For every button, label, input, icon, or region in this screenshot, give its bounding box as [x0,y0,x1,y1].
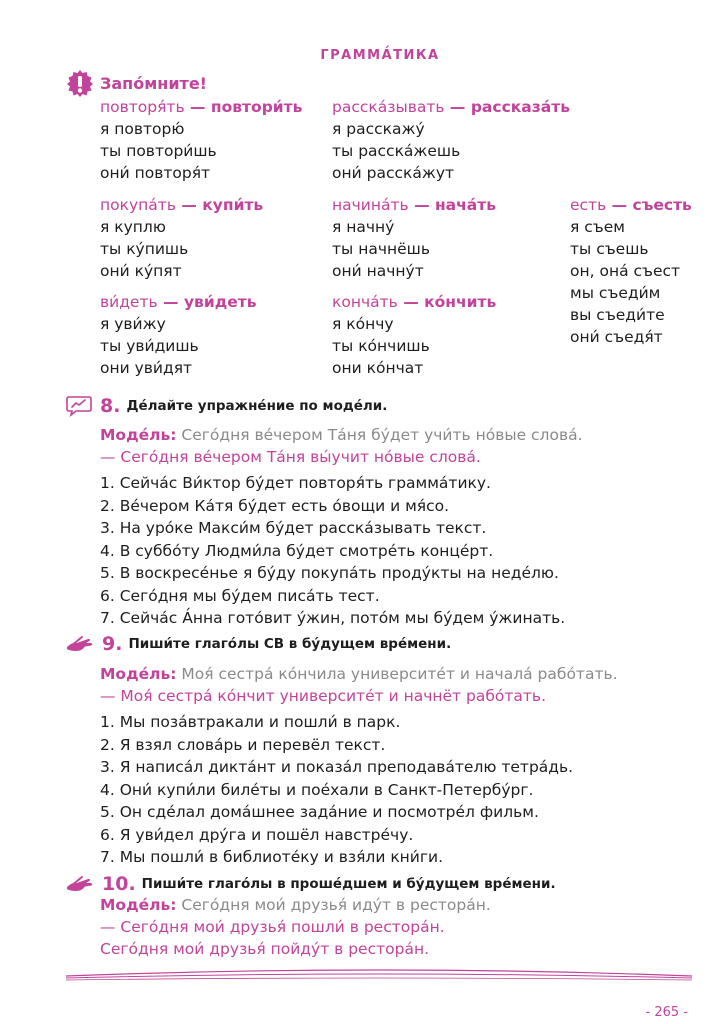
verb-block [100,194,263,282]
verb-pair [100,194,263,216]
list-item: 6. Сего́дня мы бу́дем писа́ть тест. [100,586,380,605]
model-answer: — Сего́дня ве́чером Та́ня вы́учит но́вые слова́. [100,448,481,466]
model-text: Моя́ сестра́ ко́нчила университе́т и начала́ рабо́тать. [176,665,618,683]
imperfective-verb: конча́ть [332,293,398,311]
model-answer: — Сего́дня мои́ друзья́ пошли́ в рестора́н. [100,918,445,936]
dash: — [397,293,425,311]
exercise-9-header [66,631,451,657]
verb-form: они́ съедя́т [570,328,663,346]
imperfective-verb: покупа́ть [100,196,176,214]
model-answer: — Моя́ сестра́ ко́нчит университе́т и начнёт рабо́тать. [100,687,546,705]
verb-pair [100,96,302,118]
dash: — [408,196,435,214]
list-item: 5. В воскресе́нье я бу́ду покупа́ть проду́кты на неде́лю. [100,564,559,582]
verb-form: я куплю [100,218,166,236]
list-item: 4. Они́ купи́ли биле́ты и пое́хали в Санкт-Петербу́рг. [100,780,534,799]
verb-form: он, она́ съест [570,262,681,280]
perfective-verb: рассказа́ть [470,98,570,116]
model-label: Моде́ль: [100,665,177,683]
remember-label: Запо́мните! [100,73,207,93]
verb-pair [332,96,570,118]
model-line [100,424,583,446]
model-text: Сего́дня ве́чером Та́ня бу́дет учи́ть но́вые слова́. [176,426,583,444]
dash: — [175,196,203,214]
verb-form: они́ повторя́т [100,164,211,182]
verb-form: они уви́дят [100,359,193,377]
dash: — [606,196,633,214]
dash: — [444,98,471,116]
verb-block [100,291,257,379]
pencil-speech-icon [66,395,92,417]
perfective-verb: купи́ть [202,196,264,214]
verb-form: я начну́ [332,218,395,236]
exercise-9-model [100,663,618,707]
perfective-verb: ко́нчить [424,293,497,311]
verb-form: ты уви́дишь [100,337,199,355]
verb-form: я расскажу́ [332,120,425,138]
verb-form: они́ ку́пят [100,262,182,280]
verb-pair [332,291,496,313]
verb-pair [570,194,692,216]
verb-form: я уви́жу [100,315,166,333]
verb-form: вы съеди́те [570,306,665,324]
verb-form: ты съешь [570,240,649,258]
writing-hand-icon [66,634,94,654]
model-line [100,663,618,685]
verb-form: ты начнёшь [332,240,430,258]
verb-pair [332,194,496,216]
imperfective-verb: есть [570,196,607,214]
perfective-verb: повтори́ть [210,98,303,116]
exercise-number: 8. [100,395,121,417]
exercise-10-model [100,894,491,960]
exercise-8-model [100,424,583,468]
section-title: ГРАММА́ТИКА [320,48,440,63]
perfective-verb: нача́ть [434,196,497,214]
verb-form: они́ расска́жут [332,164,455,182]
list-item: 1. Мы поза́втракали и пошли́ в парк. [100,713,401,731]
dash: — [157,293,184,311]
imperfective-verb: повторя́ть [100,98,185,116]
page-number: - 265 - [645,1005,688,1020]
exercise-title: Де́лайте упражне́ние по моде́ли. [126,398,388,414]
perfective-verb: съесть [632,196,692,214]
verb-block [332,291,496,379]
verb-block [100,96,302,184]
verb-form: они́ начну́т [332,262,424,280]
list-item: 7. Мы пошли́ в библиоте́ку и взя́ли кни́ги. [100,848,444,866]
writing-hand-icon [66,874,94,894]
model-text: Сего́дня мои́ друзья́ иду́т в рестора́н. [176,896,491,914]
exercise-9-items [100,711,573,869]
model-line [100,894,491,916]
verb-form: я ко́нчу [332,315,394,333]
list-item: 6. Я уви́дел дру́га и пошёл навстре́чу. [100,825,414,844]
model-label: Моде́ль: [100,426,177,444]
verb-form: я съем [570,218,625,236]
exercise-number: 10. [102,873,136,895]
list-item: 3. На уро́ке Макси́м бу́дет расска́зывать текст. [100,519,487,537]
list-item: 3. Я написа́л дикта́нт и показа́л преподава́телю тетра́дь. [100,758,574,776]
verb-pair [100,291,257,313]
model-answer: Сего́дня мои́ друзья́ пойду́т в рестора́н. [100,940,430,958]
perfective-verb: уви́деть [183,293,257,311]
list-item: 2. Я взял слова́рь и перевёл текст. [100,735,386,754]
exclamation-icon [66,69,94,97]
verb-form: мы съеди́м [570,284,661,302]
verb-form: ты расска́жешь [332,142,461,160]
list-item: 5. Он сде́лал дома́шнее зада́ние и посмотре́л фильм. [100,803,539,821]
imperfective-verb: ви́деть [100,293,158,311]
verb-form: я повторю́ [100,120,185,138]
list-item: 1. Сейча́с Ви́ктор бу́дет повторя́ть грамма́тику. [100,474,491,492]
exercise-title: Пиши́те глаго́лы в проше́дшем и бу́дущем вре́мени. [141,876,556,892]
verb-form: они ко́нчат [332,359,424,377]
verb-form: ты повтори́шь [100,142,217,160]
exercise-8-items [100,472,565,630]
verb-block [332,194,496,282]
imperfective-verb: начина́ть [332,196,409,214]
verb-form: ты ку́пишь [100,240,189,258]
footer-decoration [66,966,692,986]
imperfective-verb: расска́зывать [332,98,445,116]
dash: — [184,98,211,116]
list-item: 4. В суббо́ту Людми́ла бу́дет смотре́ть конце́рт. [100,541,494,560]
remember-header [66,68,207,98]
verb-block [570,194,692,348]
list-item: 2. Ве́чером Ка́тя бу́дет есть о́вощи и мя́со. [100,496,450,515]
verb-block [332,96,570,184]
exercise-title: Пиши́те глаго́лы СВ в бу́дущем вре́мени. [128,636,452,652]
list-item: 7. Сейча́с А́нна гото́вит у́жин, пото́м мы бу́дем у́жинать. [100,609,566,627]
exercise-number: 9. [102,633,123,655]
verb-form: ты ко́нчишь [332,337,430,355]
model-label: Моде́ль: [100,896,177,914]
exercise-8-header [66,393,387,419]
